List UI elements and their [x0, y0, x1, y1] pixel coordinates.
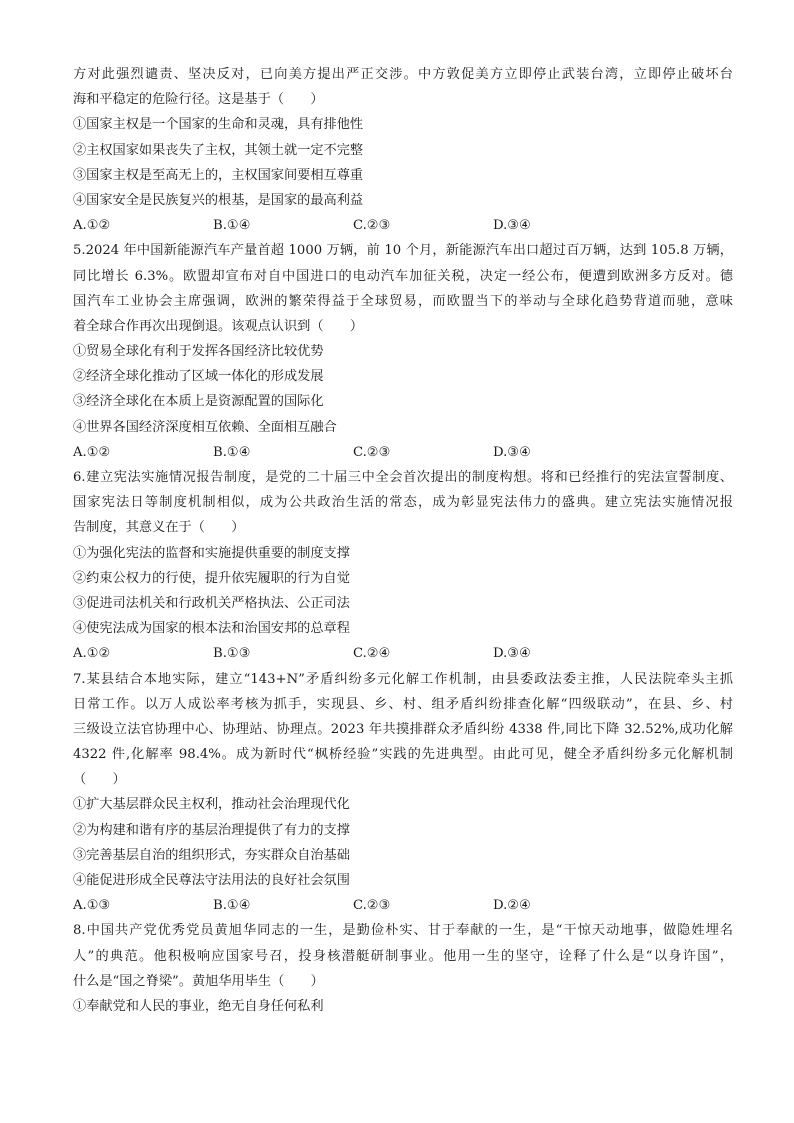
q7-choice-a[interactable]: A.①③	[73, 898, 111, 914]
q5-statement: ②经济全球化推动了区域一体化的形成发展	[73, 369, 324, 385]
q4-choice-a[interactable]: A.①②	[73, 218, 111, 234]
q8-statement: ①奉献党和人民的事业，绝无自身任何私利	[73, 998, 324, 1014]
q5-statement: ①贸易全球化有利于发挥各国经济比较优势	[73, 344, 324, 360]
q7-stem-line: 三级设立法官协理中心、协理站、协理点。2023 年共摸排群众矛盾纠纷 4338 件,同比下降 32.52%,成功化解	[73, 721, 733, 737]
q4-stem-line: 方对此强烈谴责、坚决反对，已向美方提出严正交涉。中方敦促美方立即停止武装台湾，立即停止破坏台	[73, 67, 733, 82]
q6-choice-b[interactable]: B.①③	[213, 646, 251, 662]
q4-statement: ②主权国家如果丧失了主权，其领土就一定不完整	[73, 142, 364, 158]
q7-statement: ①扩大基层群众民主权利，推动社会治理现代化	[73, 797, 350, 813]
q8-stem-line: 什么是“国之脊梁”。黄旭华用毕生（ ）	[73, 973, 324, 989]
q4-choice-b[interactable]: B.①④	[213, 218, 251, 234]
q7-stem-line: 日常工作。以万人成讼率考核为抓手，实现县、乡、村、组矛盾纠纷排查化解“四级联动”，在县、乡、村	[73, 696, 733, 712]
q6-choices	[73, 641, 733, 666]
q7-stem-line: 4322 件,化解率 98.4%。成为新时代“枫桥经验”实践的先进典型。由此可见，健全矛盾纠纷多元化解机制	[73, 747, 733, 763]
q4-statement: ④国家安全是民族复兴的根基，是国家的最高利益	[73, 192, 364, 208]
q5-stem-line: 着全球合作再次出现倒退。该观点认识到（ ）	[73, 318, 364, 334]
q6-statement: ①为强化宪法的监督和实施提供重要的制度支撑	[73, 545, 350, 561]
q5-statement: ③经济全球化在本质上是资源配置的国际化	[73, 394, 324, 410]
q6-choice-d[interactable]: D.③④	[493, 646, 531, 662]
q7-stem-line: 7.某县结合本地实际，建立“143+N”矛盾纠纷多元化解工作机制，由县委政法委主推，人民法院牵头主抓	[73, 671, 733, 687]
q6-stem-line: 告制度，其意义在于（ ）	[73, 520, 245, 536]
question-content	[73, 62, 733, 1019]
q8-stem-line: 人”的典范。他积极响应国家号召，投身核潜艇研制事业。他用一生的坚守，诠释了什么是“以身许国”，	[73, 948, 733, 964]
q7-choice-d[interactable]: D.②④	[493, 898, 531, 914]
q6-stem-line: 6.建立宪法实施情况报告制度，是党的二十届三中全会首次提出的制度构想。将和已经推行的宪法宣誓制度、	[73, 470, 733, 485]
q4-choices	[73, 213, 733, 238]
q7-choice-c[interactable]: C.②③	[353, 898, 391, 914]
q4-choice-c[interactable]: C.②③	[353, 218, 391, 234]
q5-stem-line: 国汽车工业协会主席强调，欧洲的繁荣得益于全球贸易，而欧盟当下的举动与全球化趋势背道而驰，意味	[73, 293, 733, 309]
q4-stem-line: 海和平稳定的危险行径。这是基于（ ）	[73, 92, 324, 108]
q7-statement: ③完善基层自治的组织形式，夯实群众自治基础	[73, 847, 350, 863]
q5-stem-line: 同比增长 6.3%。欧盟却宣布对自中国进口的电动汽车加征关税，决定一经公布，便遭到欧洲多方反对。德	[73, 268, 733, 284]
q7-stem-line: （ ）	[73, 772, 126, 788]
q4-statement: ①国家主权是一个国家的生命和灵魂，具有排他性	[73, 117, 364, 133]
q6-statement: ②约束公权力的行使，提升依宪履职的行为自觉	[73, 570, 350, 586]
q7-statement: ④能促进形成全民尊法守法用法的良好社会氛围	[73, 873, 350, 888]
q4-choice-d[interactable]: D.③④	[493, 218, 531, 234]
q5-choice-c[interactable]: C.②③	[353, 444, 391, 460]
q5-choice-b[interactable]: B.①④	[213, 444, 251, 460]
q6-statement: ③促进司法机关和行政机关严格执法、公正司法	[73, 595, 350, 611]
q8-stem-line: 8.中国共产党优秀党员黄旭华同志的一生，是勤俭朴实、甘于奉献的一生，是“干惊天动地事，做隐姓埋名	[73, 923, 733, 939]
q7-statement: ②为构建和谐有序的基层治理提供了有力的支撑	[73, 822, 350, 838]
q7-choice-b[interactable]: B.①④	[213, 898, 251, 914]
q5-choice-a[interactable]: A.①②	[73, 444, 111, 460]
q6-stem-line: 国家宪法日等制度机制相似，成为公共政治生活的常态，成为彰显宪法伟力的盛典。建立宪法实施情况报	[73, 495, 733, 511]
q4-statement: ③国家主权是至高无上的，主权国家间要相互尊重	[73, 167, 364, 183]
q5-choice-d[interactable]: D.③④	[493, 444, 531, 460]
q6-choice-c[interactable]: C.②④	[353, 646, 391, 662]
q6-statement: ④使宪法成为国家的根本法和治国安邦的总章程	[73, 621, 350, 637]
q6-choice-a[interactable]: A.①②	[73, 646, 111, 662]
q7-choices	[73, 893, 733, 918]
q5-stem-line: 5.2024 年中国新能源汽车产量首超 1000 万辆，前 10 个月，新能源汽车出口超过百万辆，达到 105.8 万辆，	[73, 243, 733, 259]
q5-statement: ④世界各国经济深度相互依赖、全面相互融合	[73, 419, 337, 435]
q5-choices	[73, 440, 733, 465]
